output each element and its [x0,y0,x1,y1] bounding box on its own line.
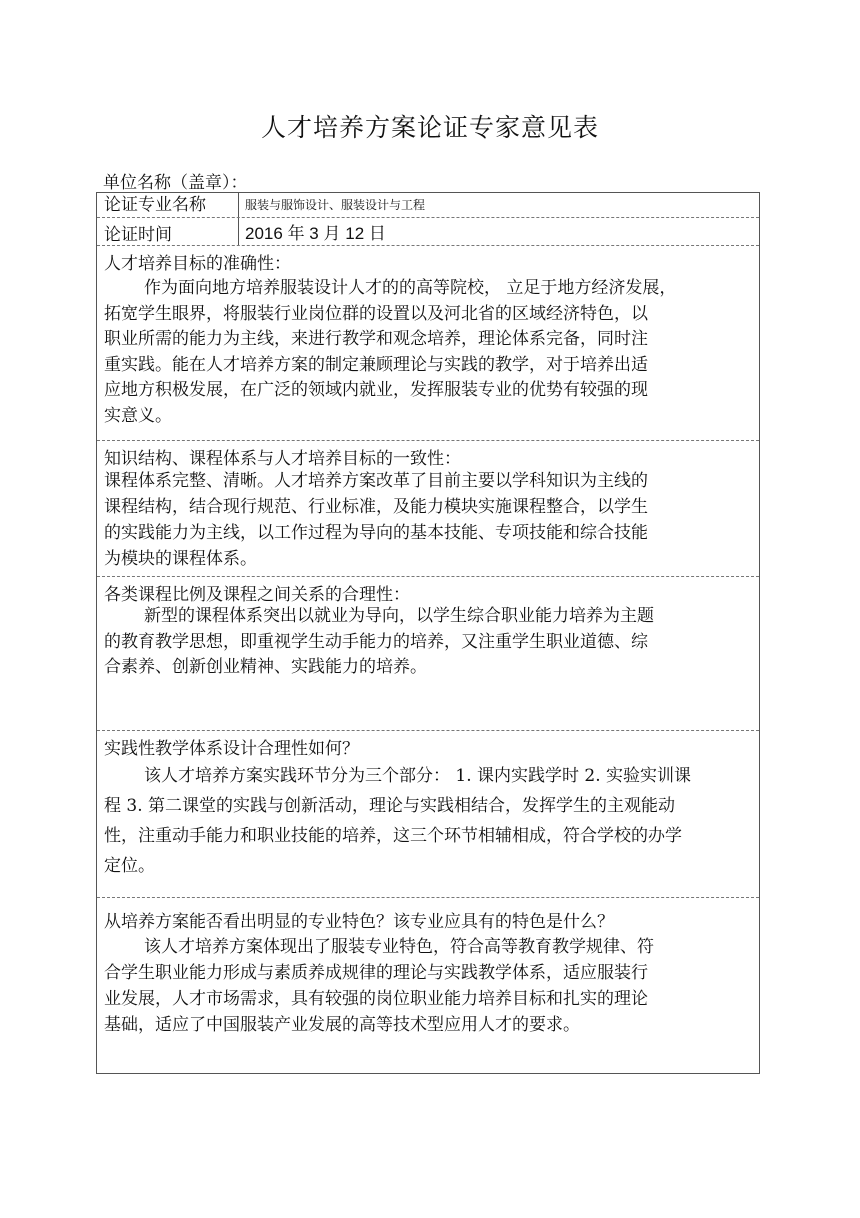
section-body [104,604,744,681]
time-month: 3 [309,224,319,243]
time-row [97,218,759,246]
section-body [104,276,744,429]
text-line: 合素养、创新创业精神、实践能力的培养。 [104,657,427,677]
major-label: 论证专业名称 [104,195,206,215]
unit-name-label: 单位名称（盖章）： [103,173,248,193]
section-heading: 从培养方案能否看出明显的专业特色？该专业应具有的特色是什么？ [104,912,614,932]
text-line: 性，注重动手能力和职业技能的培养，这三个环节相辅相成，符合学校的办学 [104,826,682,846]
text-line: 基础，适应了中国服装产业发展的高等技术型应用人才的要求。 [104,1015,580,1035]
section-goal-accuracy [97,246,759,441]
section-body [104,761,744,881]
text-line: 职业所需的能力为主线，来进行教学和观念培养，理论体系完备，同时注 [104,329,648,349]
text-line: 课程体系完整、清晰。人才培养方案改革了目前主要以学科知识为主线的 [104,471,648,491]
time-day: 12 [345,224,365,243]
cell-divider [238,193,239,217]
text-line: 拓宽学生眼界，将服装行业岗位群的设置以及河北省的区域经济特色，以 [104,303,648,324]
time-day-unit: 日 [368,224,386,244]
text-line: 重实践。能在人才培养方案的制定兼顾理论与实践的教学，对于培养出适 [104,354,648,375]
text-line: 的实践能力为主线，以工作过程为导向的基本技能、专项技能和综合技能 [104,523,648,543]
section-practice-system [97,731,759,898]
text-line: 应地方积极发展，在广泛的领域内就业，发挥服装专业的优势有较强的现 [104,380,648,400]
text-line: 作为面向地方培养服装设计人才的的高等院校， 立足于地方经济发展， [144,278,677,298]
text-line: 新型的课程体系突出以就业为导向，以学生综合职业能力培养为主题 [144,606,654,626]
time-year: 2016 [245,224,283,243]
section-knowledge-consistency [97,441,759,577]
cell-divider [238,218,239,245]
text-line: 的教育教学思想，即重视学生动手能力的培养，又注重学生职业道德、综 [104,631,648,652]
time-year-unit: 年 [287,224,305,244]
time-value [245,219,386,244]
text-line: 为模块的课程体系。 [104,549,257,569]
major-row [97,193,759,218]
section-body [104,468,744,572]
section-body [104,934,744,1038]
major-value: 服装与服饰设计、服装设计与工程 [245,198,426,212]
text-line: 该人才培养方案实践环节分为三个部分： 1. 课内实践学时 2. 实验实训课 [144,766,692,786]
section-heading: 实践性教学体系设计合理性如何？ [104,739,359,759]
section-course-ratio [97,577,759,731]
page-title: 人才培养方案论证专家意见表 [260,113,599,142]
text-line: 定位。 [104,856,155,876]
section-heading: 知识结构、课程体系与人才培养目标的一致性： [104,449,461,469]
text-line: 该人才培养方案体现出了服装专业特色，符合高等教育教学规律、符 [144,937,654,957]
time-label: 论证时间 [104,225,172,245]
text-line: 程 3. 第二课堂的实践与创新活动，理论与实践相结合，发挥学生的主观能动 [104,796,676,816]
text-line: 实意义。 [104,405,172,426]
time-month-unit: 月 [323,224,341,244]
text-line: 合学生职业能力形成与素质养成规律的理论与实践教学体系，适应服装行 [104,963,648,983]
section-heading: 人才培养目标的准确性： [104,254,291,274]
section-heading: 各类课程比例及课程之间关系的合理性： [104,585,410,605]
text-line: 业发展，人才市场需求，具有较强的岗位职业能力培养目标和扎实的理论 [104,989,648,1009]
opinion-table [96,192,760,1074]
section-major-features [97,898,759,1073]
text-line: 课程结构，结合现行规范、行业标准，及能力模块实施课程整合，以学生 [104,497,648,517]
